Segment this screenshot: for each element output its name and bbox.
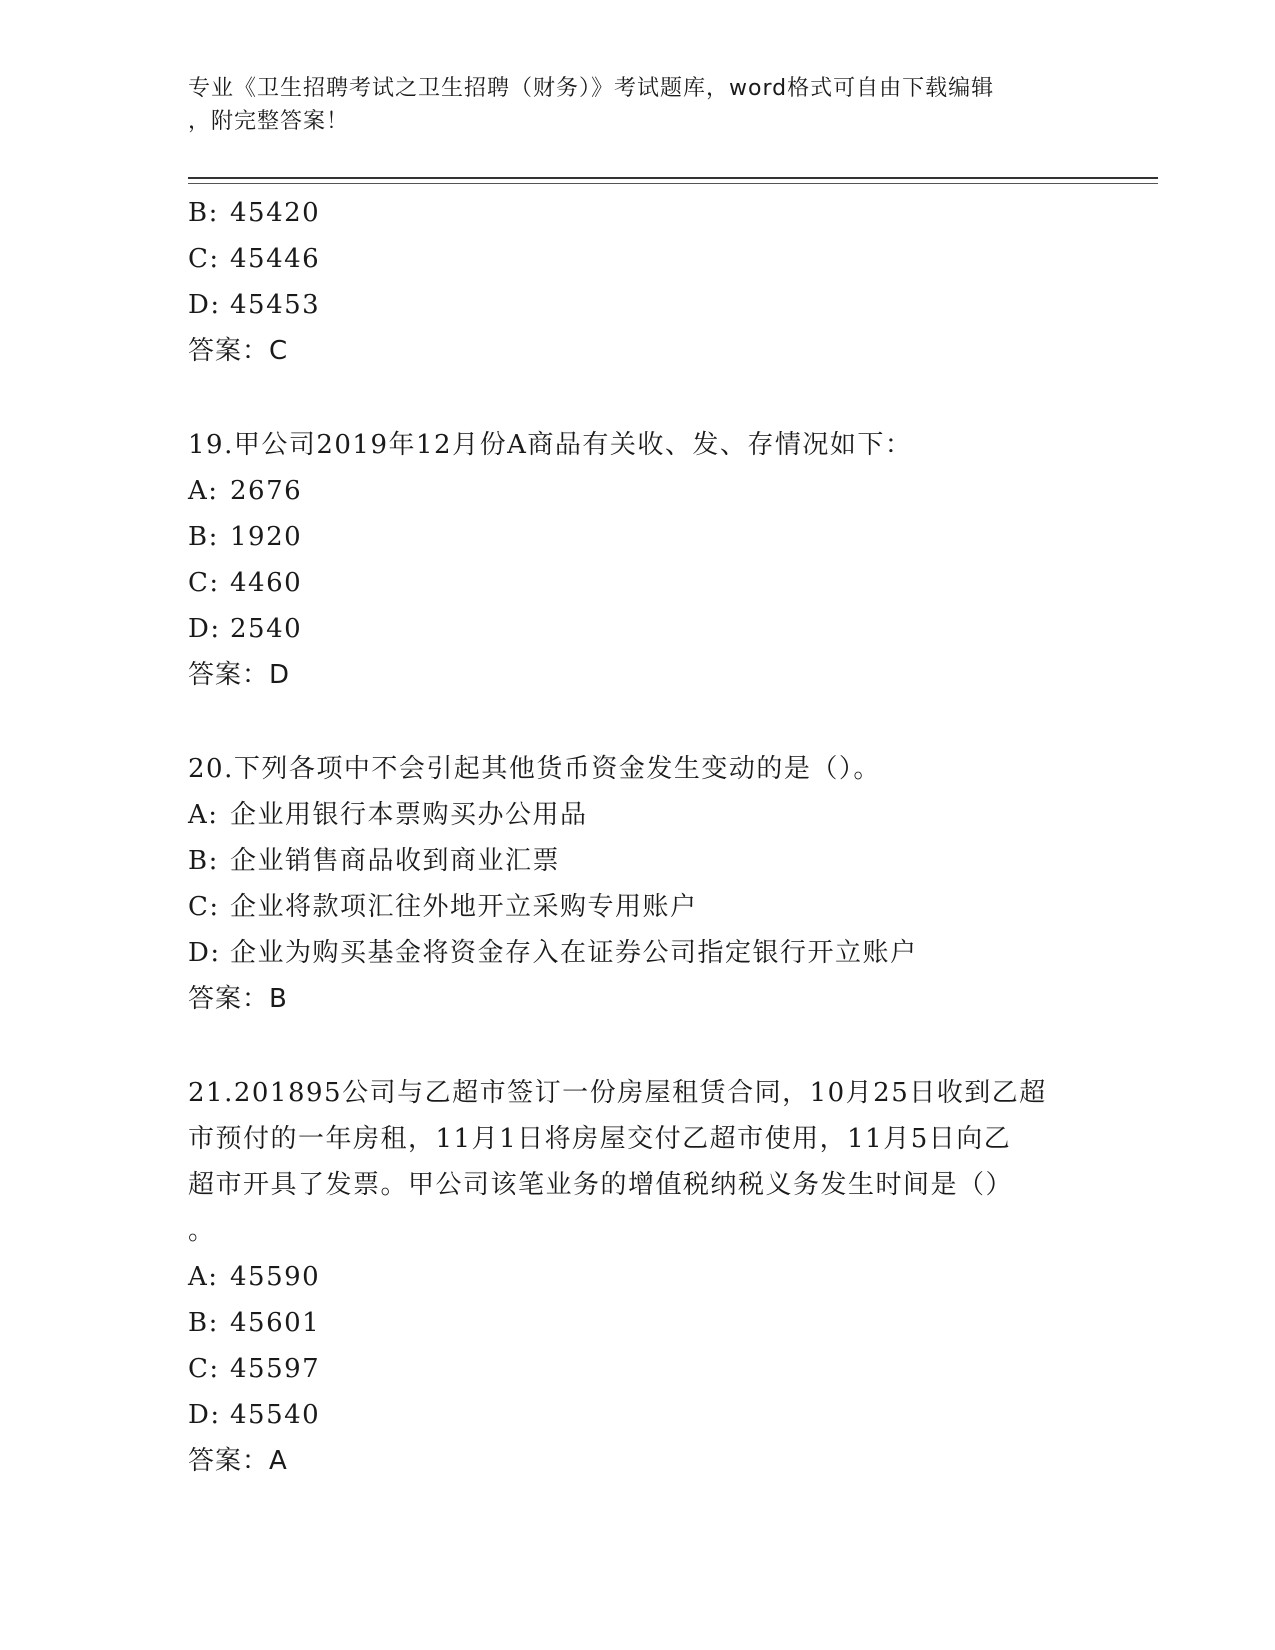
option-text: 企业销售商品收到商业汇票 [230, 846, 561, 876]
option-d [188, 930, 1088, 976]
question-stem-line: 。 [188, 1216, 216, 1246]
option-label: A: [188, 476, 219, 506]
option-c [188, 236, 1088, 282]
option-a [188, 468, 1088, 514]
page-header [188, 72, 1088, 138]
option-b [188, 1300, 1088, 1346]
option-label: B: [188, 522, 219, 552]
option-label: D: [188, 290, 221, 320]
question-19 [188, 422, 1088, 698]
option-text: 45453 [230, 290, 321, 320]
option-b [188, 838, 1088, 884]
question-18-tail [188, 190, 1088, 374]
answer-line: 答案：A [188, 1446, 288, 1476]
question-stem-line: 超市开具了发票。甲公司该笔业务的增值税纳税义务发生时间是（） [188, 1170, 1014, 1200]
option-label: C: [188, 568, 220, 598]
question-20 [188, 746, 1088, 1022]
option-c [188, 560, 1088, 606]
option-text: 1920 [230, 522, 303, 552]
option-label: D: [188, 1400, 221, 1430]
option-text: 2540 [230, 614, 303, 644]
option-text: 45540 [230, 1400, 321, 1430]
option-text: 企业将款项汇往外地开立采购专用账户 [230, 892, 698, 922]
option-text: 45601 [230, 1308, 321, 1338]
option-label: D: [188, 938, 221, 968]
option-label: D: [188, 614, 221, 644]
option-d [188, 606, 1088, 652]
answer-line: 答案：C [188, 336, 289, 366]
option-c [188, 884, 1088, 930]
option-text: 45420 [230, 198, 321, 228]
spacer [188, 374, 1088, 422]
header-line-2: ，附完整答案！ [188, 109, 350, 134]
header-line-1: 专业《卫生招聘考试之卫生招聘（财务）》考试题库，word格式可自由下载编辑 [188, 76, 995, 101]
option-label: B: [188, 198, 219, 228]
question-stem: 19.甲公司2019年12月份A商品有关收、发、存情况如下： [188, 430, 913, 460]
option-text: 企业为购买基金将资金存入在证券公司指定银行开立账户 [230, 938, 918, 968]
question-stem-line: 市预付的一年房租，11月1日将房屋交付乙超市使用，11月5日向乙 [188, 1124, 1012, 1154]
header-divider-thick [188, 177, 1158, 179]
option-label: B: [188, 1308, 219, 1338]
option-label: A: [188, 800, 219, 830]
spacer [188, 1022, 1088, 1070]
question-21 [188, 1070, 1088, 1484]
option-text: 45446 [230, 244, 321, 274]
option-text: 4460 [230, 568, 303, 598]
option-c [188, 1346, 1088, 1392]
spacer [188, 698, 1088, 746]
option-label: C: [188, 1354, 220, 1384]
option-text: 2676 [230, 476, 303, 506]
option-a [188, 1254, 1088, 1300]
option-d [188, 1392, 1088, 1438]
option-text: 45597 [230, 1354, 321, 1384]
question-list [188, 190, 1088, 1484]
option-a [188, 792, 1088, 838]
option-d [188, 282, 1088, 328]
header-divider-thin [188, 183, 1158, 184]
option-label: C: [188, 892, 220, 922]
option-text: 企业用银行本票购买办公用品 [230, 800, 588, 830]
option-label: C: [188, 244, 220, 274]
answer-line: 答案：B [188, 984, 288, 1014]
option-label: B: [188, 846, 219, 876]
question-stem-line: 21.201895公司与乙超市签订一份房屋租赁合同，10月25日收到乙超 [188, 1078, 1047, 1108]
option-text: 45590 [230, 1262, 321, 1292]
option-b [188, 190, 1088, 236]
option-b [188, 514, 1088, 560]
answer-line: 答案：D [188, 660, 291, 690]
option-label: A: [188, 1262, 219, 1292]
question-stem: 20.下列各项中不会引起其他货币资金发生变动的是（）。 [188, 754, 881, 784]
